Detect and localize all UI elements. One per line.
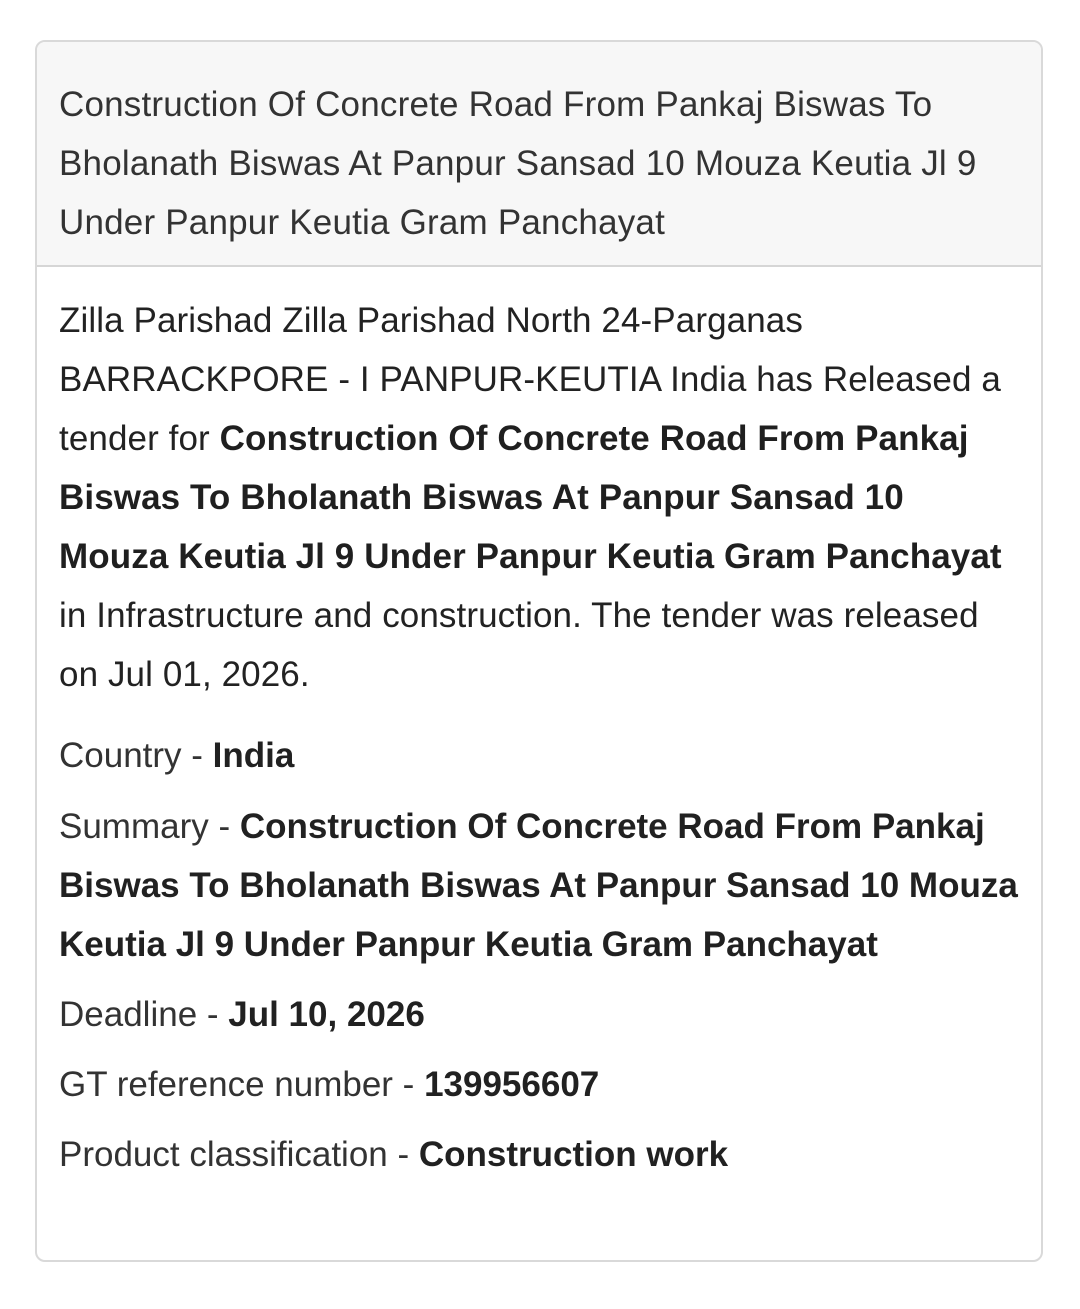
classification-value: Construction work bbox=[418, 1135, 729, 1174]
deadline-label: Deadline - bbox=[59, 995, 229, 1034]
summary-row bbox=[59, 797, 1019, 974]
tender-card-body bbox=[37, 267, 1041, 1204]
tender-card bbox=[35, 40, 1043, 1262]
summary-value: Construction Of Concrete Road From Pankaj Biswas To Bholanath Biswas At Panpur Sansad 10 Mouza Keutia Jl 9 Under Panpur Keutia Gram Panchayat bbox=[59, 807, 1018, 964]
reference-value: 139956607 bbox=[424, 1065, 600, 1104]
summary-label: Summary - bbox=[59, 807, 240, 846]
intro-highlight: Construction Of Concrete Road From Pankaj Biswas To Bholanath Biswas At Panpur Sansad 10 Mouza Keutia Jl 9 Under Panpur Keutia Gram Panchayat bbox=[59, 419, 1002, 576]
tender-intro bbox=[59, 291, 1019, 704]
country-row bbox=[59, 726, 1019, 785]
country-value: India bbox=[212, 736, 295, 775]
deadline-value: Jul 10, 2026 bbox=[228, 995, 425, 1034]
intro-prefix: Zilla Parishad Zilla Parishad North 24-Parganas BARRACKPORE - I PANPUR-KEUTIA India has Released a tender for bbox=[59, 301, 1001, 458]
intro-suffix: in Infrastructure and construction. The tender was released on Jul 01, 2026. bbox=[59, 596, 979, 694]
classification-row bbox=[59, 1125, 1019, 1184]
tender-card-header bbox=[37, 42, 1041, 267]
deadline-row bbox=[59, 985, 1019, 1044]
country-label: Country - bbox=[59, 736, 213, 775]
tender-title: Construction Of Concrete Road From Pankaj Biswas To Bholanath Biswas At Panpur Sansad 10 Mouza Keutia Jl 9 Under Panpur Keutia Gram Panchayat bbox=[59, 85, 977, 242]
classification-label: Product classification - bbox=[59, 1135, 419, 1174]
reference-label: GT reference number - bbox=[59, 1065, 425, 1104]
reference-row bbox=[59, 1055, 1019, 1114]
